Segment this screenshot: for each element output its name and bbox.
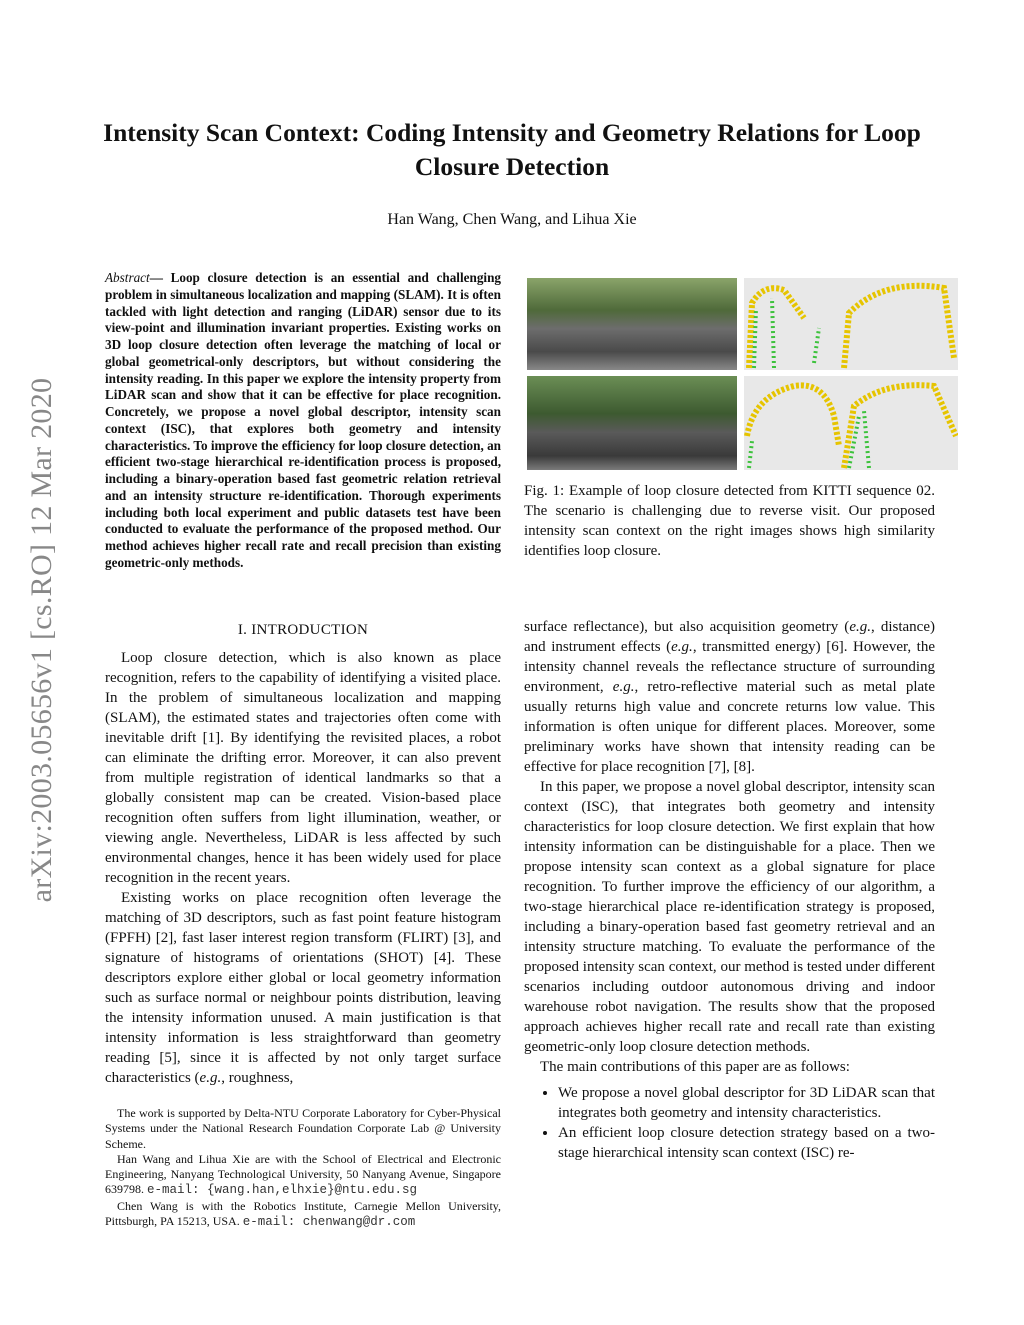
camera-image-match: [527, 376, 737, 470]
authors: Han Wang, Chen Wang, and Lihua Xie: [387, 211, 637, 228]
list-item: • We propose a novel global descriptor for 3D LiDAR scan that integrates both geometry and intensity characteristics.: [558, 1083, 935, 1123]
text-segment: e.g.: [199, 1070, 222, 1086]
text-segment: , transmitted energy) [6]. However, the intensity channel reveals the reflectance structure of surrounding environment,: [524, 639, 935, 695]
text-segment: , distance) and instrument effects (: [524, 619, 935, 655]
footnotes: [105, 1106, 501, 1230]
text-segment: Existing works on place recognition often leverage the matching of 3D descriptors, such as fast point feature histogram (FPFH) [2], fast laser interest region transform (FLIRT) [3], and signature of histograms of orientations (SHOT) [4]. These descriptors explore either global or local geometry information such as surface normal or neighbour points distribution, leaving the intensity information unused. A main justification is that intensity information is less straightforward than geometry reading [5], since it is affected by not only target surface characteristics (: [105, 890, 501, 1086]
figure-caption: Fig. 1: Example of loop closure detected from KITTI sequence 02. The scenario is challenging due to reverse visit. Our proposed intensity scan context on the right images shows high similarity identifies loop closure.: [524, 483, 935, 559]
right-column: [524, 617, 935, 1163]
footnote-affiliation-2: [105, 1199, 501, 1231]
paragraph: [105, 888, 501, 1088]
paragraph: [524, 1057, 935, 1077]
footnote-affiliation-1: [105, 1152, 501, 1199]
left-column: [105, 620, 501, 1088]
affiliation-text: Han Wang and Lihua Xie are with the School of Electrical and Electronic Engineering, Nanyang Technological University, 50 Nanyang Avenue, Singapore 639798.: [105, 1151, 501, 1197]
list-item: • An efficient loop closure detection strategy based on a two-stage hierarchical intensity scan context (ISC) re-: [558, 1123, 935, 1163]
abstract: [105, 270, 501, 572]
arxiv-stamp: arXiv:2003.05656v1 [cs.RO] 12 Mar 2020: [25, 377, 58, 903]
paragraph: [105, 648, 501, 888]
text-segment: e.g.: [849, 619, 871, 635]
paragraph: [524, 617, 935, 777]
text-segment: The main contributions of this paper are as follows:: [540, 1059, 850, 1075]
abstract-label: Abstract: [105, 270, 150, 285]
paragraph: [524, 777, 935, 1057]
text-segment: surface reflectance), but also acquisition geometry (: [524, 619, 850, 635]
isc-pattern-match: [744, 376, 958, 470]
paper-title: Intensity Scan Context: Coding Intensity and Geometry Relations for Loop Closure Detection: [103, 118, 921, 181]
text-segment: , retro-reflective material such as metal plate usually returns high value and concrete returns low value. This information is often unique for different places. Moreover, some preliminary works have shown that intensity reading can be effective for place recognition [7], [8].: [524, 679, 935, 775]
text-segment: Loop closure detection, which is also known as place recognition, refers to the capability of identifying a visited place. In the problem of simultaneous localization and mapping (SLAM), the estimated states and trajectories often come with inevitable drift [1]. By identifying the revisited places, a robot can eliminate the drifting error. Moreover, it can also prevent from multiple registration of identical landmarks so that a globally consistent map can be created. Vision-based place recognition often suffers from light illumination, weather, or viewing angle. Nevertheless, LiDAR is less affected by such environmental changes, hence it has been widely used for place recognition in the recent years.: [105, 650, 501, 886]
affiliation-text: Chen Wang is with the Robotics Institute, Carnegie Mellon University, Pittsburgh, PA 15213, USA.: [105, 1198, 501, 1229]
text-segment: e.g.: [612, 679, 635, 695]
isc-pattern-query: [744, 278, 958, 370]
text-segment: In this paper, we propose a novel global descriptor, intensity scan context (ISC), that integrates both geometry and intensity characteristics for loop closure detection. We first explain that how intensity information can be distinguishable for a place. Then we propose intensity scan context as a global signature for place recognition. To further improve the efficiency of our algorithm, a two-stage hierarchical place re-identification strategy is proposed, including a binary-operation based fast geometry retrieval and an intensity structure matching. To evaluate the performance of the proposed intensity scan context, our method is tested under different scenarios including outdoor autonomous driving and indoor warehouse robot navigation. The results show that the proposed approach achieves higher recall rate and recall rate than existing geometric-only loop closure detection methods.: [524, 779, 935, 1055]
email-2: e-mail: chenwang@dr.com: [242, 1215, 416, 1230]
text-segment: e.g.: [671, 639, 693, 655]
camera-image-query: [527, 278, 737, 370]
isc-image-query: [744, 278, 958, 370]
figure-1: [527, 278, 959, 471]
contributions-list: [524, 1083, 935, 1163]
email-1: e-mail: {wang.han,elhxie}@ntu.edu.sg: [147, 1183, 418, 1198]
footnote-funding: The work is supported by Delta-NTU Corporate Laboratory for Cyber-Physical Systems under the National Research Foundation Corporate Lab @ University Scheme.: [105, 1106, 501, 1151]
isc-image-match: [744, 376, 958, 470]
section-heading: I. INTRODUCTION: [237, 622, 369, 638]
text-segment: , roughness,: [221, 1070, 294, 1086]
abstract-text: — Loop closure detection is an essential and challenging problem in simultaneous localization and mapping (SLAM). It is often tackled with light detection and ranging (LiDAR) sensor due to its view-point and illumination invariant properties. Existing works on 3D loop closure detection often leverage the matching of local or global geometrical-only descriptors, but without considering the intensity reading. In this paper we explore the intensity property from LiDAR scan and show that it can be effective for place recognition. Concretely, we propose a novel global descriptor, intensity scan context (ISC), that explores both geometry and intensity characteristics. To improve the efficiency for loop closure detection, an efficient two-stage hierarchical re-identification process is proposed, including a binary-operation based fast geometric relation retrieval and an intensity structure re-identification. Thorough experiments including both local experiment and public datasets test have been conducted to evaluate the performance of the proposed method. Our method achieves higher recall rate and recall precision than existing geometric-only methods.: [105, 270, 501, 570]
